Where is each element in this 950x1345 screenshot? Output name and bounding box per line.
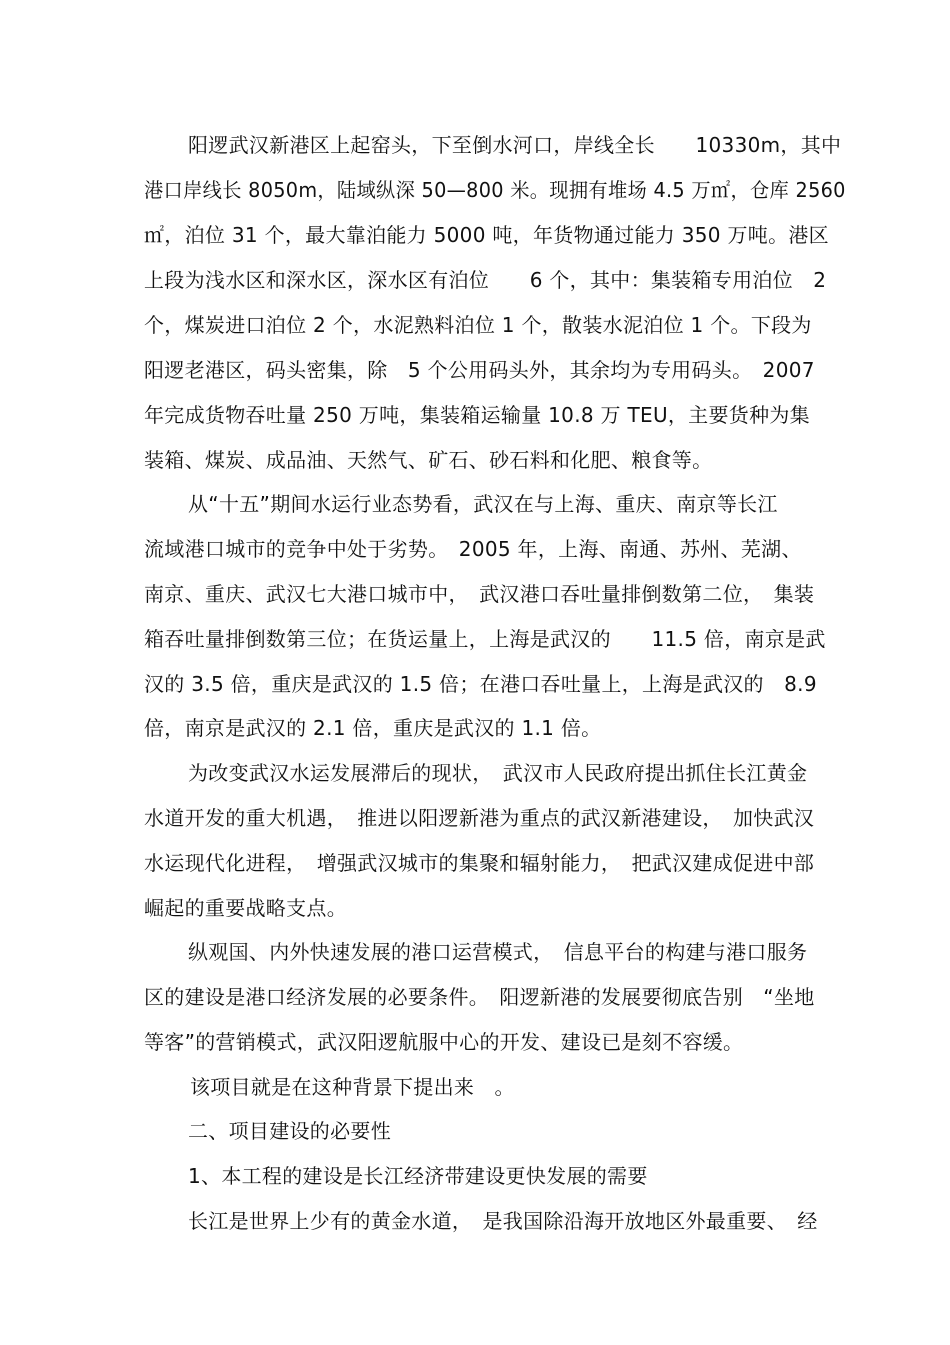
paragraph-3-line-3: 水运现代化进程， 增强武汉城市的集聚和辐射能力， 把武汉建成促进中部	[144, 851, 815, 875]
paragraph-6-line-1: 长江是世界上少有的黄金水道， 是我国除沿海开放地区外最重要、 经	[188, 1209, 818, 1233]
paragraph-4-line-3: 等客”的营销模式，武汉阳逻航服中心的开发、建设已是刻不容缓。	[144, 1030, 744, 1054]
paragraph-4-line-2: 区的建设是港口经济发展的必要条件。 阳逻新港的发展要彻底告别 “坐地	[144, 985, 815, 1009]
paragraph-3-line-4: 崛起的重要战略支点。	[144, 896, 347, 920]
paragraph-1-line-2: 港口岸线长 8050m，陆域纵深 50—800 米。现拥有堆场 4.5 万㎡，仓库 2560	[144, 178, 846, 202]
paragraph-2-line-4: 箱吞吐量排倒数第三位；在货运量上，上海是武汉的 11.5 倍，南京是武	[144, 627, 826, 651]
paragraph-2-line-6: 倍，南京是武汉的 2.1 倍，重庆是武汉的 1.1 倍。	[144, 716, 602, 740]
paragraph-1-line-5: 个，煤炭进口泊位 2 个，水泥熟料泊位 1 个，散装水泥泊位 1 个。下段为	[144, 313, 812, 337]
paragraph-2-line-1: 从“十五”期间水运行业态势看，武汉在与上海、重庆、南京等长江	[188, 492, 778, 516]
paragraph-1-line-1: 阳逻武汉新港区上起窑头，下至倒水河口，岸线全长 10330m，其中	[188, 133, 842, 157]
section-heading: 二、项目建设的必要性	[188, 1119, 391, 1143]
paragraph-5: 该项目就是在这种背景下提出来 。	[190, 1075, 515, 1099]
paragraph-2-line-3: 南京、重庆、武汉七大港口城市中， 武汉港口吞吐量排倒数第二位， 集装	[144, 582, 815, 606]
paragraph-1-line-8: 装箱、煤炭、成品油、天然气、矿石、砂石料和化肥、粮食等。	[144, 448, 713, 472]
paragraph-1-line-7: 年完成货物吞吐量 250 万吨，集装箱运输量 10.8 万 TEU，主要货种为集	[144, 403, 810, 427]
paragraph-1-line-3: ㎡，泊位 31 个，最大靠泊能力 5000 吨，年货物通过能力 350 万吨。港区	[144, 223, 829, 247]
paragraph-3-line-2: 水道开发的重大机遇， 推进以阳逻新港为重点的武汉新港建设， 加快武汉	[144, 806, 815, 830]
paragraph-1-line-6: 阳逻老港区，码头密集，除 5 个公用码头外，其余均为专用码头。 2007	[144, 358, 815, 382]
paragraph-3-line-1: 为改变武汉水运发展滞后的现状， 武汉市人民政府提出抓住长江黄金	[188, 761, 808, 785]
paragraph-1-line-4: 上段为浅水区和深水区，深水区有泊位 6 个，其中：集装箱专用泊位 2	[144, 268, 827, 292]
paragraph-2-line-5: 汉的 3.5 倍，重庆是武汉的 1.5 倍；在港口吞吐量上，上海是武汉的 8.9	[144, 672, 817, 696]
subsection-heading: 1、本工程的建设是长江经济带建设更快发展的需要	[188, 1164, 648, 1188]
paragraph-4-line-1: 纵观国、内外快速发展的港口运营模式， 信息平台的构建与港口服务	[188, 940, 808, 964]
paragraph-2-line-2: 流域港口城市的竞争中处于劣势。 2005 年，上海、南通、苏州、芜湖、	[144, 537, 802, 561]
